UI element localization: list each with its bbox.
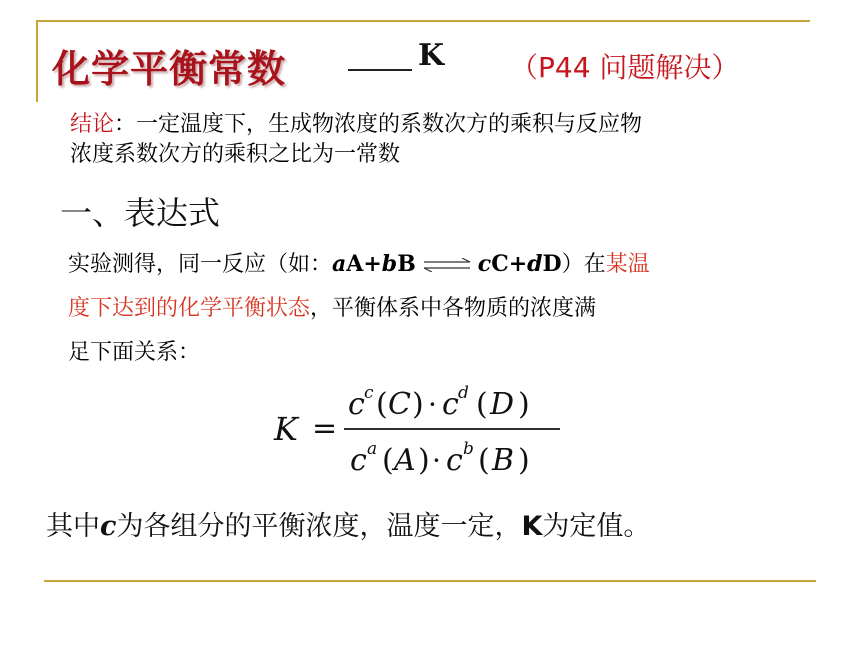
svg-text:c: c xyxy=(446,443,463,478)
species-a: A+ xyxy=(346,251,382,277)
para-part3: ，平衡体系中各物质的浓度满 xyxy=(310,296,597,321)
svg-text:A: A xyxy=(394,443,416,478)
expression-paragraph xyxy=(68,242,808,375)
title-symbol: K xyxy=(418,38,445,73)
section-heading: 一、表达式 xyxy=(60,194,221,232)
bottom-rule xyxy=(44,580,816,582)
equilibrium-constant-formula xyxy=(270,380,590,480)
note-part1: 其中 xyxy=(46,511,100,542)
conclusion-block xyxy=(70,110,830,170)
svg-text:): ) xyxy=(518,387,530,422)
svg-text:c: c xyxy=(364,383,374,403)
coef-a: a xyxy=(332,251,347,277)
formula-numerator xyxy=(348,383,530,422)
species-c: C+ xyxy=(491,251,528,277)
svg-text:B: B xyxy=(492,443,515,478)
equilibrium-arrow-icon xyxy=(422,258,472,272)
conclusion-label: 结论 xyxy=(70,112,115,137)
para-part2: ）在 xyxy=(561,252,606,277)
note-part2: 为各组分的平衡浓度，温度一定， xyxy=(116,511,522,542)
svg-text:c: c xyxy=(442,387,459,422)
note-part3: 为定值。 xyxy=(542,511,651,542)
title-reference: （P44 问题解决） xyxy=(510,51,740,84)
para-part4: 足下面关系： xyxy=(68,340,201,365)
note-var: c xyxy=(100,511,117,542)
svg-text:c: c xyxy=(348,387,365,422)
coef-b: b xyxy=(381,251,398,277)
formula-equals: = xyxy=(312,411,338,446)
formula-denominator xyxy=(350,439,530,478)
svg-text:(: ( xyxy=(476,387,488,422)
formula-lhs: K xyxy=(274,410,298,448)
svg-text:(: ( xyxy=(478,443,490,478)
svg-text:): ) xyxy=(418,443,430,478)
conclusion-colon: ： xyxy=(114,112,137,137)
svg-text:d: d xyxy=(458,383,469,403)
left-rule xyxy=(36,20,38,102)
title-dash xyxy=(348,69,412,71)
top-rule xyxy=(36,20,810,22)
svg-text:D: D xyxy=(490,387,515,422)
title-text: 化学平衡常数 xyxy=(52,47,287,91)
svg-text:(: ( xyxy=(382,443,394,478)
svg-text:b: b xyxy=(463,439,474,459)
para-highlight-line1: 某温 xyxy=(605,252,650,277)
note-k: K xyxy=(521,511,543,542)
coef-d: d xyxy=(527,251,543,277)
coef-c: c xyxy=(477,251,492,277)
svg-text:): ) xyxy=(518,443,530,478)
svg-text:(: ( xyxy=(376,387,388,422)
svg-text:·: · xyxy=(428,388,437,421)
species-b: B xyxy=(397,251,416,277)
svg-text:): ) xyxy=(412,387,424,422)
svg-text:c: c xyxy=(350,443,367,478)
svg-text:·: · xyxy=(432,444,441,477)
bottom-note xyxy=(46,504,650,543)
svg-text:a: a xyxy=(367,439,378,459)
svg-text:C: C xyxy=(388,387,411,422)
conclusion-text-line1: 一定温度下，生成物浓度的系数次方的乘积与反应物 xyxy=(136,112,643,137)
conclusion-text-line2: 浓度系数次方的乘积之比为一常数 xyxy=(70,142,401,167)
slide-title xyxy=(52,38,832,91)
para-part1: 实验测得，同一反应（如： xyxy=(68,252,333,277)
species-d: D xyxy=(542,251,562,277)
para-highlight-line2: 度下达到的化学平衡状态 xyxy=(68,296,311,321)
